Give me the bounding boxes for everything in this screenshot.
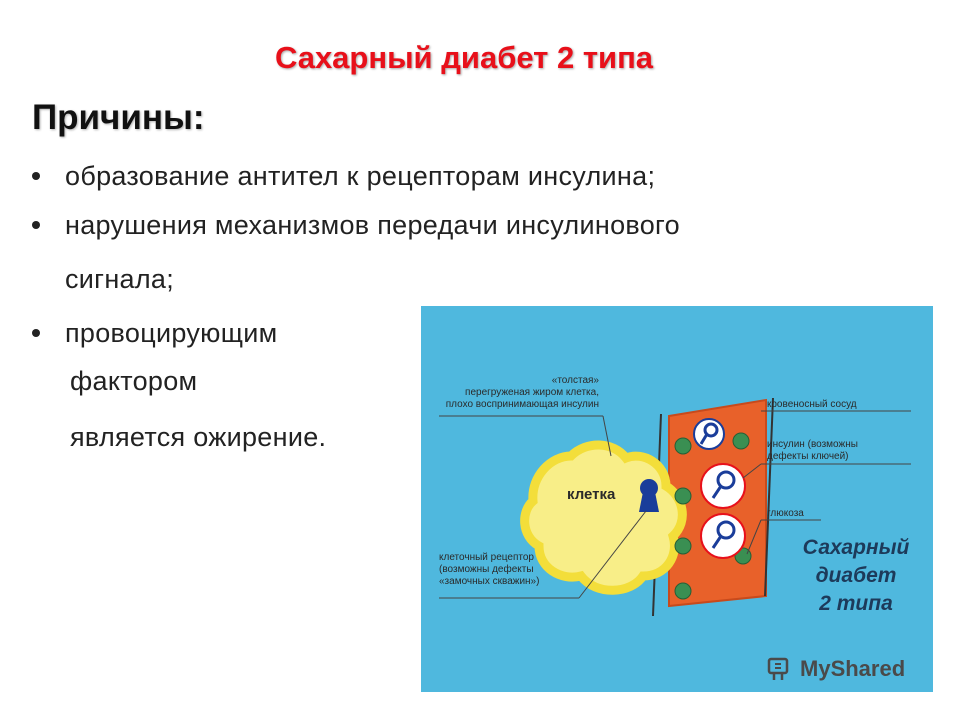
fat-cell-label-3: плохо воспринимающая инсулин bbox=[445, 399, 599, 410]
cell-label: клетка bbox=[567, 486, 616, 503]
list-item-text: нарушения механизмов передачи инсулинового bbox=[65, 210, 680, 240]
list-item: образование антител к рецепторам инсулина; bbox=[30, 156, 860, 197]
diabetes-label-line1: Сахарный bbox=[802, 536, 910, 559]
insulin-label-2: дефекты ключей) bbox=[767, 451, 849, 462]
fat-cell-label-2: перегруженая жиром клетка, bbox=[465, 387, 599, 398]
causes-list bbox=[30, 156, 860, 246]
diabetes-label-line2: диабет bbox=[815, 564, 897, 587]
causes-heading: Причины: bbox=[32, 98, 205, 137]
slide-title: Сахарный диабет 2 типа bbox=[274, 40, 654, 75]
receptor-label-3: «замочных скважин») bbox=[439, 576, 540, 587]
logo-shared: Shared bbox=[830, 656, 906, 681]
receptor-label-2: (возможны дефекты bbox=[439, 564, 534, 575]
diabetes-diagram bbox=[421, 306, 933, 692]
myshared-logo-icon bbox=[766, 656, 794, 682]
fat-cell-label-1: «толстая» bbox=[551, 375, 599, 386]
list-item-continuation: фактором bbox=[70, 366, 198, 396]
diabetes-type2-label bbox=[781, 534, 931, 618]
insulin-label-1: инсулин (возможны bbox=[767, 439, 858, 450]
glucose-label: глюкоза bbox=[767, 508, 804, 519]
myshared-logo bbox=[766, 656, 905, 682]
list-item bbox=[30, 205, 860, 246]
diagram-illustration bbox=[421, 306, 933, 692]
vessel-label: кровеносный сосуд bbox=[767, 399, 857, 410]
fat-cell bbox=[525, 445, 683, 590]
list-item-continuation: является ожирение. bbox=[70, 422, 327, 452]
list-item-continuation: сигнала; bbox=[65, 264, 175, 294]
insulin-key-icon bbox=[701, 514, 745, 558]
list-item: провоцирующим bbox=[30, 313, 277, 354]
insulin-key-icon bbox=[701, 464, 745, 508]
receptor-label-1: клеточный рецептор bbox=[439, 552, 534, 563]
logo-my: My bbox=[800, 656, 831, 681]
diabetes-label-line3: 2 типа bbox=[819, 592, 893, 615]
insulin-key-icon bbox=[694, 419, 724, 449]
